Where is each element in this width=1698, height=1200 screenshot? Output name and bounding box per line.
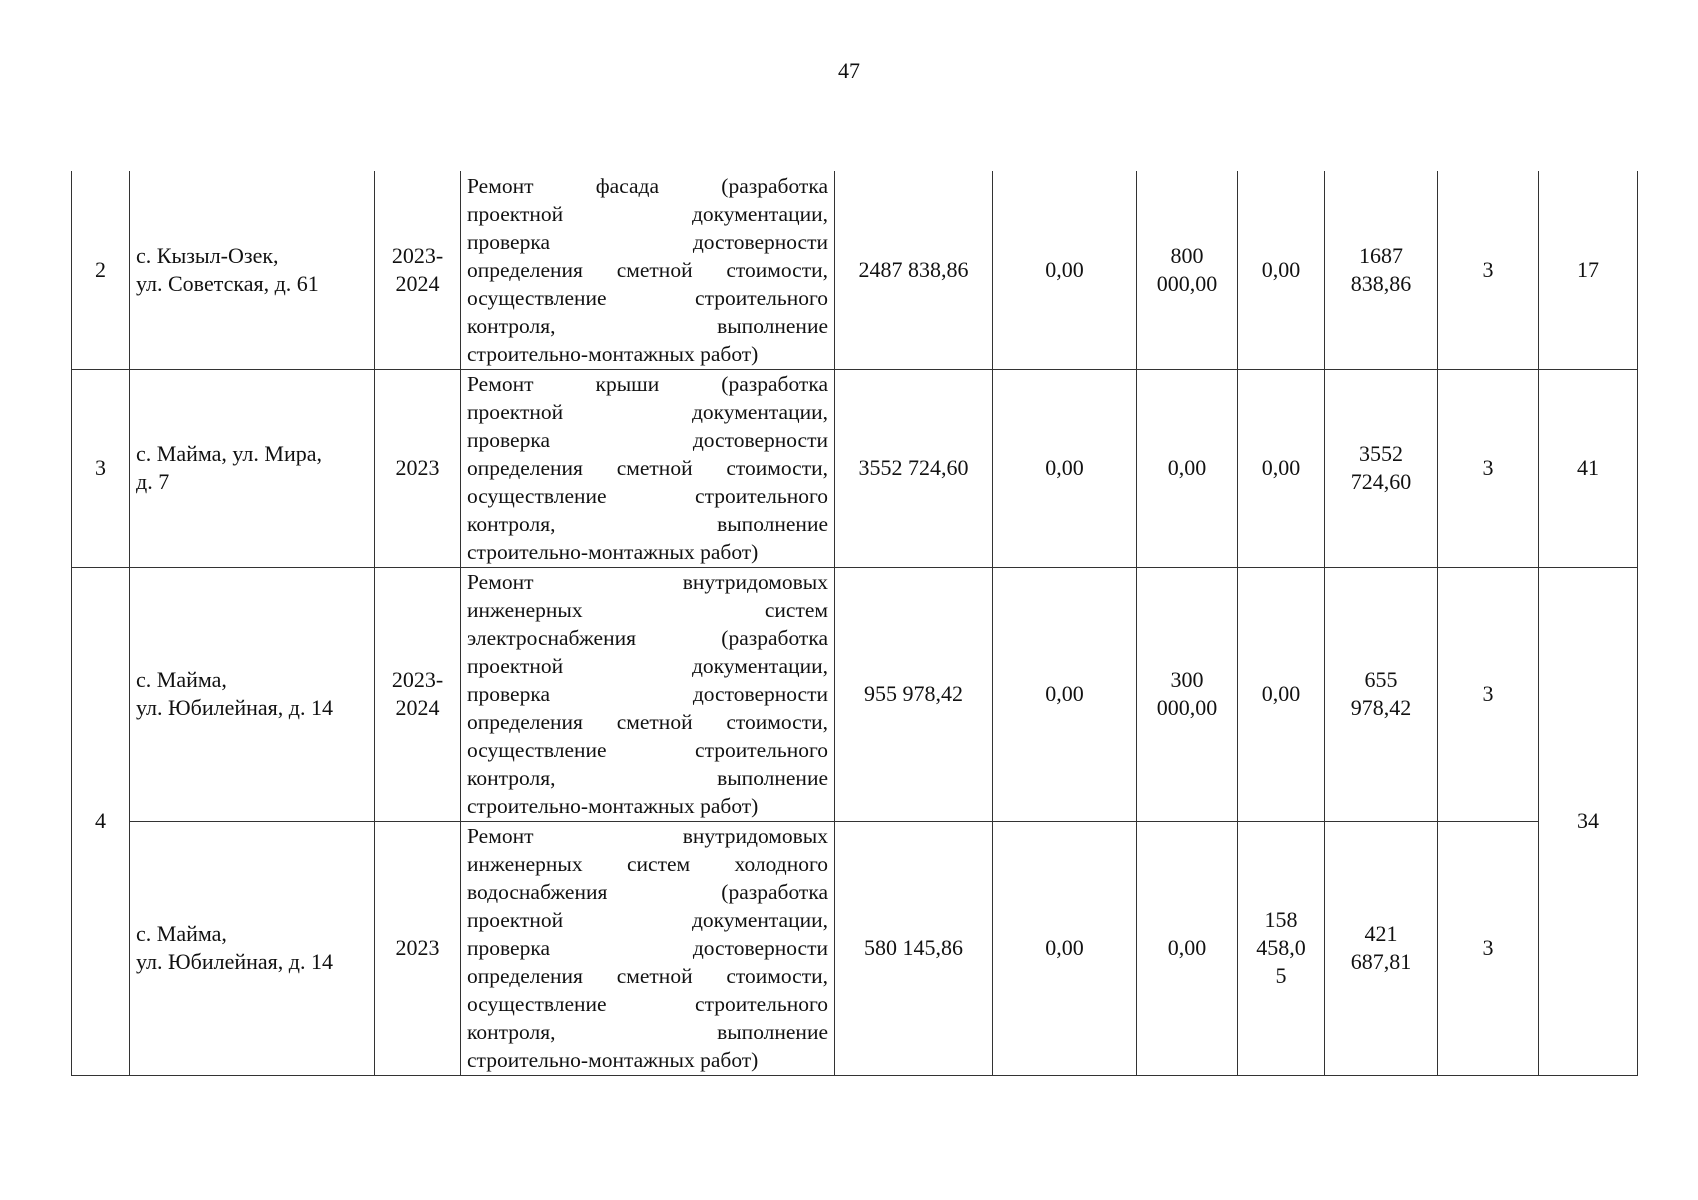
- table-row: [72, 369, 1638, 567]
- table-row: [72, 821, 1638, 1075]
- period-cell: 2023- 2024: [375, 171, 461, 369]
- work-description-cell: Ремонт крыши (разработка проектной документации, проверка достоверности определения сметной стоимости, осуществление строительного контроля, выполнение строительно-монтажных работ): [461, 369, 835, 567]
- amount-cell-2: 300 000,00: [1137, 567, 1238, 821]
- amount-cell-1: 0,00: [993, 171, 1137, 369]
- amount-cell-1: 0,00: [993, 821, 1137, 1075]
- row-number: 2: [72, 171, 130, 369]
- total-cost-cell: 3552 724,60: [835, 369, 993, 567]
- amount-cell-1: 0,00: [993, 567, 1137, 821]
- page-number: 47: [838, 58, 860, 83]
- count-cell: 17: [1539, 171, 1638, 369]
- amount-cell-2: 800 000,00: [1137, 171, 1238, 369]
- amount-cell-1: 0,00: [993, 369, 1137, 567]
- address-cell: с. Майма, ул. Мира, д. 7: [130, 369, 375, 567]
- code-cell: 3: [1438, 821, 1539, 1075]
- amount-cell-4: 3552 724,60: [1325, 369, 1438, 567]
- work-description-cell: Ремонт фасада (разработка проектной документации, проверка достоверности определения сметной стоимости, осуществление строительного контроля, выполнение строительно-монтажных работ): [461, 171, 835, 369]
- repair-program-table: [71, 171, 1638, 1076]
- address-cell: с. Майма, ул. Юбилейная, д. 14: [130, 821, 375, 1075]
- amount-cell-2: 0,00: [1137, 369, 1238, 567]
- table-row: [72, 171, 1638, 369]
- amount-cell-4: 421 687,81: [1325, 821, 1438, 1075]
- count-cell: 34: [1539, 567, 1638, 1075]
- code-cell: 3: [1438, 171, 1539, 369]
- code-cell: 3: [1438, 567, 1539, 821]
- amount-cell-3: 0,00: [1238, 369, 1325, 567]
- row-number: 4: [72, 567, 130, 1075]
- amount-cell-4: 655 978,42: [1325, 567, 1438, 821]
- count-cell: 41: [1539, 369, 1638, 567]
- amount-cell-3: 158 458,0 5: [1238, 821, 1325, 1075]
- period-cell: 2023- 2024: [375, 567, 461, 821]
- total-cost-cell: 580 145,86: [835, 821, 993, 1075]
- total-cost-cell: 2487 838,86: [835, 171, 993, 369]
- address-cell: с. Кызыл-Озек, ул. Советская, д. 61: [130, 171, 375, 369]
- amount-cell-3: 0,00: [1238, 567, 1325, 821]
- table-row: [72, 567, 1638, 821]
- amount-cell-4: 1687 838,86: [1325, 171, 1438, 369]
- work-description-cell: Ремонт внутридомовых инженерных систем холодного водоснабжения (разработка проектной документации, проверка достоверности определения сметной стоимости, осуществление строительного контроля, выполнение строительно-монтажных работ): [461, 821, 835, 1075]
- code-cell: 3: [1438, 369, 1539, 567]
- work-description-cell: Ремонт внутридомовых инженерных систем электроснабжения (разработка проектной документации, проверка достоверности определения сметной стоимости, осуществление строительного контроля, выполнение строительно-монтажных работ): [461, 567, 835, 821]
- address-cell: с. Майма, ул. Юбилейная, д. 14: [130, 567, 375, 821]
- period-cell: 2023: [375, 821, 461, 1075]
- total-cost-cell: 955 978,42: [835, 567, 993, 821]
- amount-cell-2: 0,00: [1137, 821, 1238, 1075]
- amount-cell-3: 0,00: [1238, 171, 1325, 369]
- period-cell: 2023: [375, 369, 461, 567]
- row-number: 3: [72, 369, 130, 567]
